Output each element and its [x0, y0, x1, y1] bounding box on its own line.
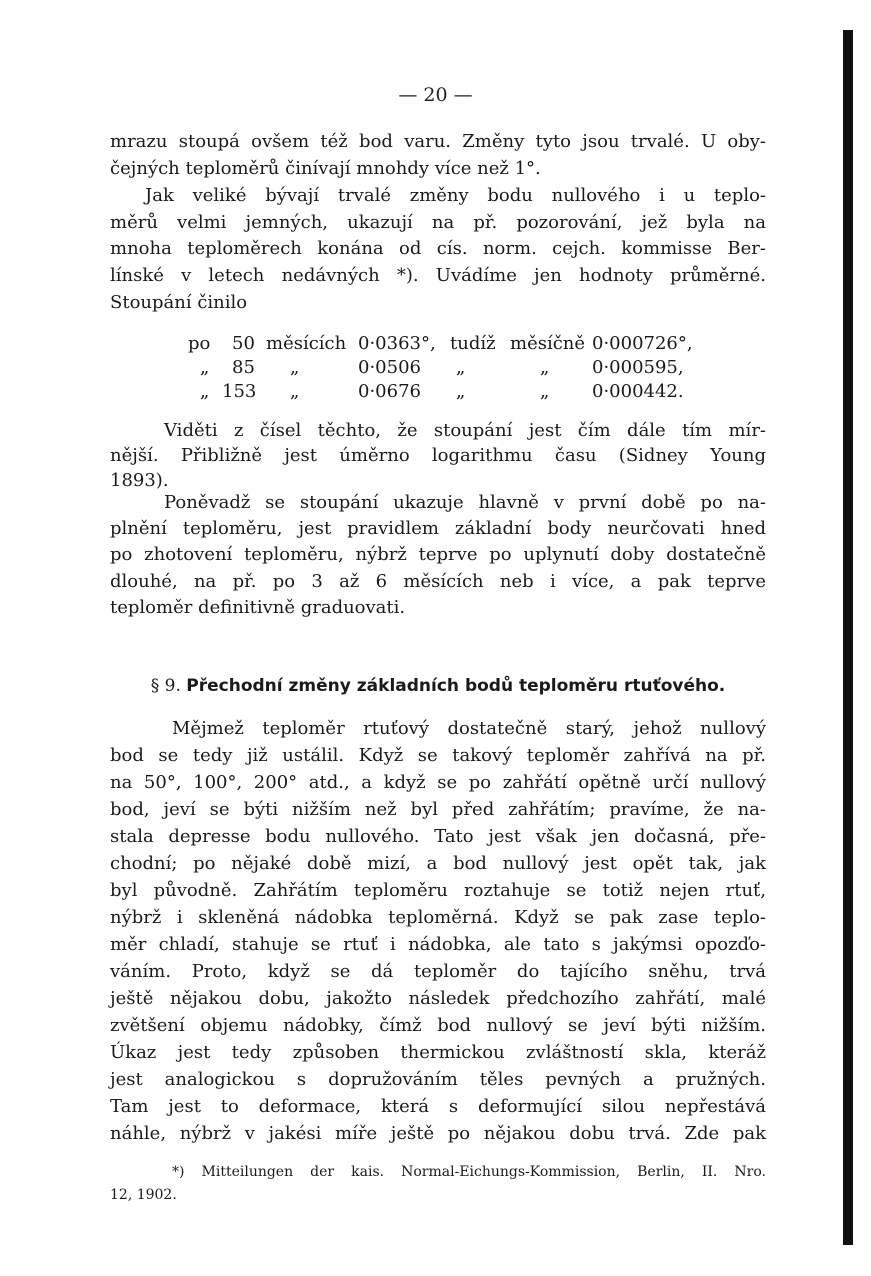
text-line: náhle, nýbrž v jakési míře ještě po nějakou dobu trvá. Zde pak: [110, 1123, 766, 1144]
cell-word: „: [456, 357, 466, 378]
cell-months: 153: [222, 381, 257, 402]
cell-monthly: 0·000595,: [592, 357, 684, 378]
cell-monthly-label: „: [540, 381, 550, 402]
text-line: dlouhé, na př. po 3 až 6 měsících neb i více, a pak teprve: [110, 571, 766, 592]
text-line: bod se tedy již ustálil. Když se takový teploměr zahřívá na př.: [110, 745, 766, 766]
text-line: po zhotovení teploměru, nýbrž teprve po uplynutí doby dostatečně: [110, 544, 766, 565]
text-line: stala depresse bodu nullového. Tato jest však jen dočasná, pře-: [110, 826, 766, 847]
page-edge-bar: [843, 30, 853, 1245]
cell-po: po: [188, 333, 211, 354]
text-line: ještě nějakou dobu, jakožto následek předchozího zahřátí, malé: [110, 988, 766, 1009]
section-number: § 9.: [150, 676, 181, 696]
text-line: nější. Přibližně jest úměrno logarithmu času (Sidney Young: [110, 445, 766, 466]
cell-monthly-label: měsíčně: [510, 333, 586, 354]
text-line: zvětšení objemu nádobky, čímž bod nullový se jeví býti nižším.: [110, 1015, 766, 1036]
cell-monthly-label: „: [540, 357, 550, 378]
footnote-line: 12, 1902.: [110, 1187, 177, 1203]
cell-months: 85: [232, 357, 255, 378]
text-line: měr chladí, stahuje se rtuť i nádobka, ale tato s jakýmsi opozďo-: [110, 934, 766, 955]
cell-word: tudíž: [450, 333, 496, 354]
text-line: váním. Proto, když se dá teploměr do tajícího sněhu, trvá: [110, 961, 766, 982]
text-line: měrů velmi jemných, ukazují na př. pozorování, jež byla na: [110, 212, 766, 233]
text-line: jest analogickou s dopružováním těles pevných a pružných.: [110, 1069, 766, 1090]
text-line: bod, jeví se býti nižším než byl před zahřátím; pravíme, že na-: [110, 799, 766, 820]
text-line: Poněvadž se stoupání ukazuje hlavně v první době po na-: [164, 492, 766, 513]
cell-unit: „: [290, 357, 300, 378]
text-line: byl původně. Zahřátím teploměru roztahuje se totiž nejen rtuť,: [110, 880, 766, 901]
text-line: čejných teploměrů činívají mnohdy více než 1°.: [110, 158, 541, 179]
cell-unit: „: [290, 381, 300, 402]
cell-months: 50: [232, 333, 255, 354]
text-line: na 50°, 100°, 200° atd., a když se po zahřátí opětně určí nullový: [110, 772, 766, 793]
text-line: mnoha teploměrech konána od cís. norm. cejch. kommisse Ber-: [110, 238, 766, 259]
cell-unit: měsících: [266, 333, 347, 354]
text-line: Úkaz jest tedy způsoben thermickou zvláštností skla, kteráž: [110, 1042, 766, 1063]
text-line: teploměr definitivně graduovati.: [110, 597, 406, 618]
text-line: chodní; po nějaké době mizí, a bod nullový jest opět tak, jak: [110, 853, 766, 874]
text-line: línské v letech nedávných *). Uvádíme jen hodnoty průměrné.: [110, 265, 766, 286]
page-number: — 20 —: [398, 84, 473, 106]
cell-value: 0·0506: [358, 357, 421, 378]
cell-monthly: 0·000442.: [592, 381, 684, 402]
text-line: Mějmež teploměr rtuťový dostatečně starý, jehož nullový: [172, 718, 766, 739]
footnote-line: *) Mitteilungen der kais. Normal-Eichungs-Kommission, Berlin, II. Nro.: [172, 1164, 766, 1180]
cell-value: 0·0363°,: [358, 333, 436, 354]
cell-po: „: [200, 381, 210, 402]
cell-monthly: 0·000726°,: [592, 333, 693, 354]
text-line: 1893).: [110, 470, 169, 491]
text-line: nýbrž i skleněná nádobka teploměrná. Když se pak zase teplo-: [110, 907, 766, 928]
section-heading: [110, 676, 766, 696]
cell-value: 0·0676: [358, 381, 421, 402]
text-line: Viděti z čísel těchto, že stoupání jest čím dále tím mír-: [164, 420, 766, 441]
section-title: Přechodní změny základních bodů teploměru rtuťového.: [186, 676, 726, 696]
cell-po: „: [200, 357, 210, 378]
cell-word: „: [456, 381, 466, 402]
text-line: plnění teploměru, jest pravidlem základní body neurčovati hned: [110, 518, 766, 539]
text-line: Tam jest to deformace, která s deformující silou nepřestává: [110, 1096, 766, 1117]
text-line: mrazu stoupá ovšem též bod varu. Změny tyto jsou trvalé. U oby-: [110, 131, 766, 152]
text-line: Jak veliké bývají trvalé změny bodu nullového i u teplo-: [145, 185, 766, 206]
text-line: Stoupání činilo: [110, 292, 248, 313]
